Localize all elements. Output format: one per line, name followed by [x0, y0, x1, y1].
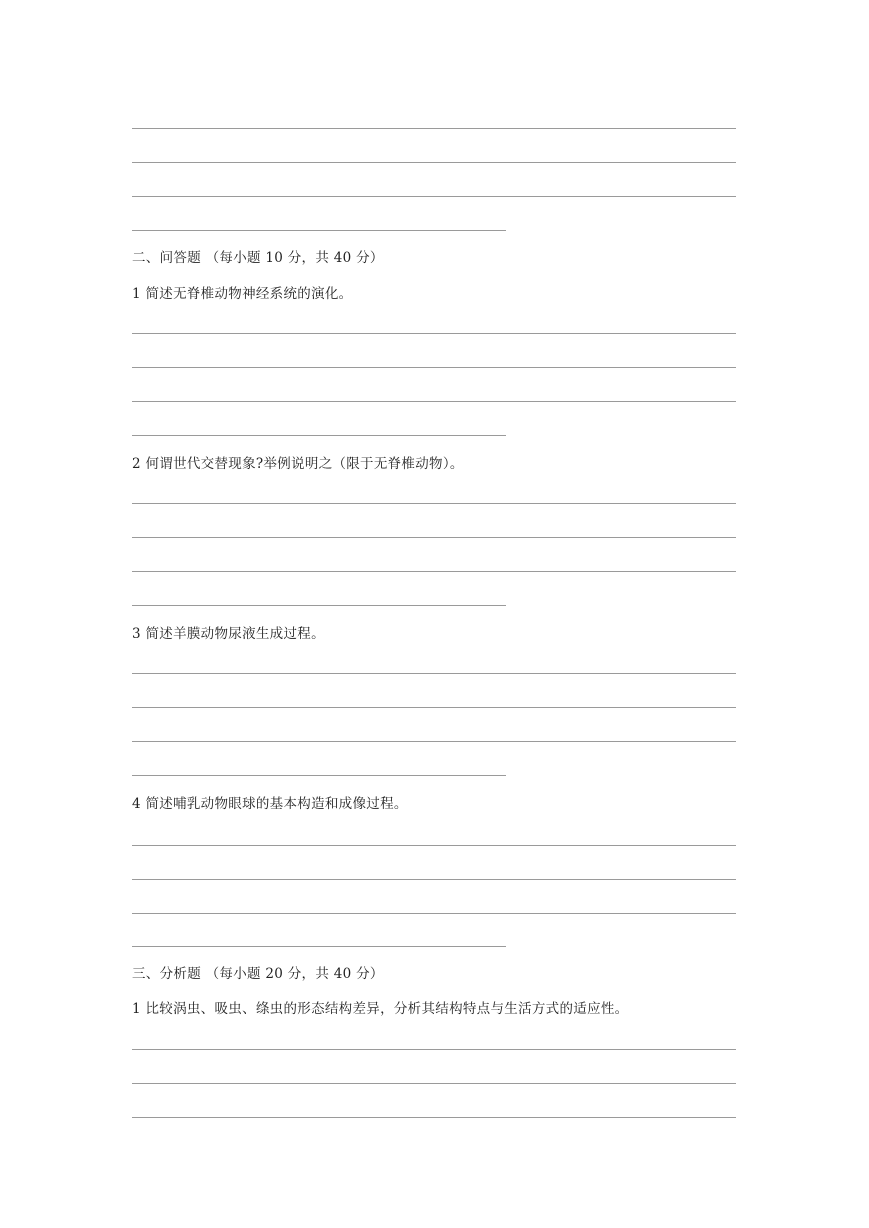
question-1-text: 1 简述无脊椎动物神经系统的演化。 [132, 286, 353, 302]
section-heading-qa: 二、问答题 （每小题 10 分，共 40 分） [132, 250, 384, 266]
answer-line [132, 333, 736, 334]
answer-line [132, 913, 736, 914]
answer-line [132, 401, 736, 402]
answer-line [132, 162, 736, 163]
answer-line [132, 435, 506, 436]
answer-line [132, 879, 736, 880]
answer-line [132, 845, 736, 846]
question-3-text: 3 简述羊膜动物尿液生成过程。 [132, 626, 325, 642]
answer-line [132, 537, 736, 538]
answer-line [132, 230, 506, 231]
answer-line [132, 1117, 736, 1118]
answer-line [132, 775, 506, 776]
answer-line [132, 367, 736, 368]
answer-line [132, 196, 736, 197]
answer-line [132, 1049, 736, 1050]
answer-line [132, 605, 506, 606]
answer-line [132, 571, 736, 572]
answer-line [132, 946, 506, 947]
question-4-text: 4 简述哺乳动物眼球的基本构造和成像过程。 [132, 796, 408, 812]
question-2-text: 2 何谓世代交替现象?举例说明之（限于无脊椎动物）。 [132, 456, 464, 472]
answer-line [132, 707, 736, 708]
section-heading-analysis: 三、分析题 （每小题 20 分，共 40 分） [132, 966, 384, 982]
answer-line [132, 128, 736, 129]
analysis-question-1-text: 1 比较涡虫、吸虫、绦虫的形态结构差异，分析其结构特点与生活方式的适应性。 [132, 1001, 629, 1017]
answer-line [132, 741, 736, 742]
answer-line [132, 503, 736, 504]
answer-line [132, 1083, 736, 1084]
answer-line [132, 673, 736, 674]
